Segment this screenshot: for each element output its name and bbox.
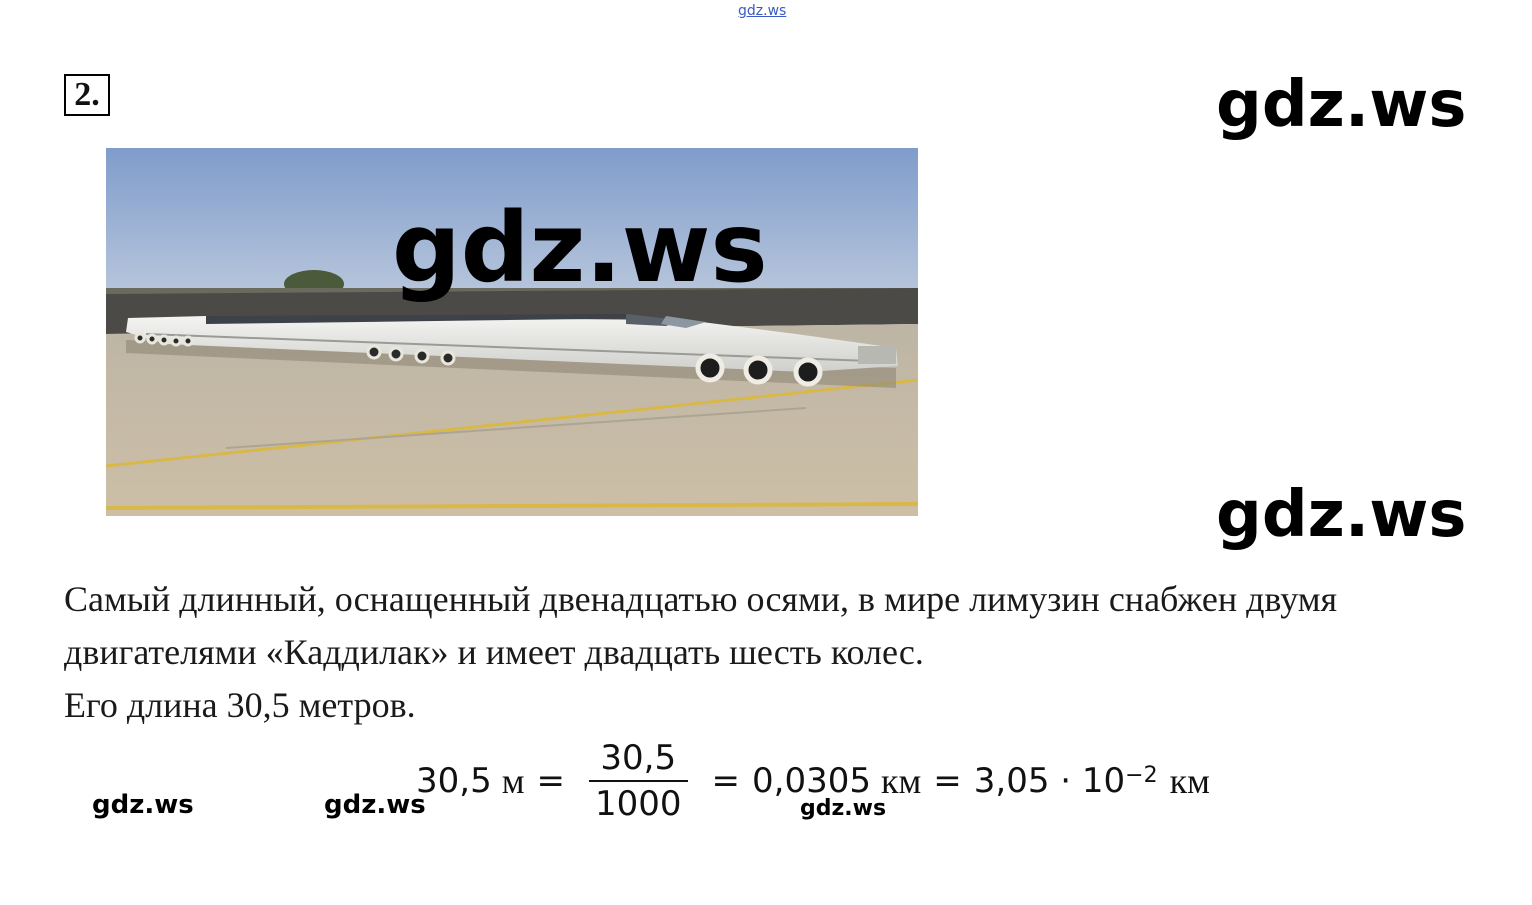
mid-value: 0,0305 bbox=[752, 761, 871, 801]
fraction-denominator: 1000 bbox=[589, 780, 688, 824]
rhs-unit: км bbox=[1169, 761, 1210, 801]
equals-sign-1: = bbox=[536, 761, 565, 801]
watermark-formula: gdz.ws bbox=[800, 796, 887, 821]
mid-unit: км bbox=[880, 761, 922, 801]
lhs-unit: м bbox=[501, 761, 525, 801]
lhs-value: 30,5 bbox=[416, 761, 492, 801]
equals-sign-3: = bbox=[933, 761, 962, 801]
problem-text bbox=[64, 573, 1474, 732]
task-number-box: 2. bbox=[64, 74, 110, 116]
watermark-bottom-left: gdz.ws bbox=[92, 790, 194, 820]
fraction bbox=[589, 738, 688, 824]
watermark-bottom-mid: gdz.ws bbox=[324, 790, 426, 820]
watermark-photo: gdz.ws bbox=[392, 192, 768, 304]
text-line-1: Самый длинный, оснащенный двенадцатью осями, в мире лимузин снабжен двумя bbox=[64, 579, 1338, 619]
equals-sign-2: = bbox=[711, 761, 741, 801]
text-line-3: Его длина 30,5 метров. bbox=[64, 685, 416, 725]
watermark-right-top: gdz.ws bbox=[1216, 68, 1467, 142]
text-line-2: двигателями «Каддилак» и имеет двадцать шесть колес. bbox=[64, 632, 924, 672]
fraction-numerator: 30,5 bbox=[600, 738, 677, 778]
rhs-exponent: −2 bbox=[1125, 762, 1158, 788]
watermark-right-bottom: gdz.ws bbox=[1216, 478, 1467, 552]
rhs-mantissa: 3,05 · 10 bbox=[973, 761, 1126, 801]
top-watermark-link[interactable]: gdz.ws bbox=[738, 3, 787, 19]
